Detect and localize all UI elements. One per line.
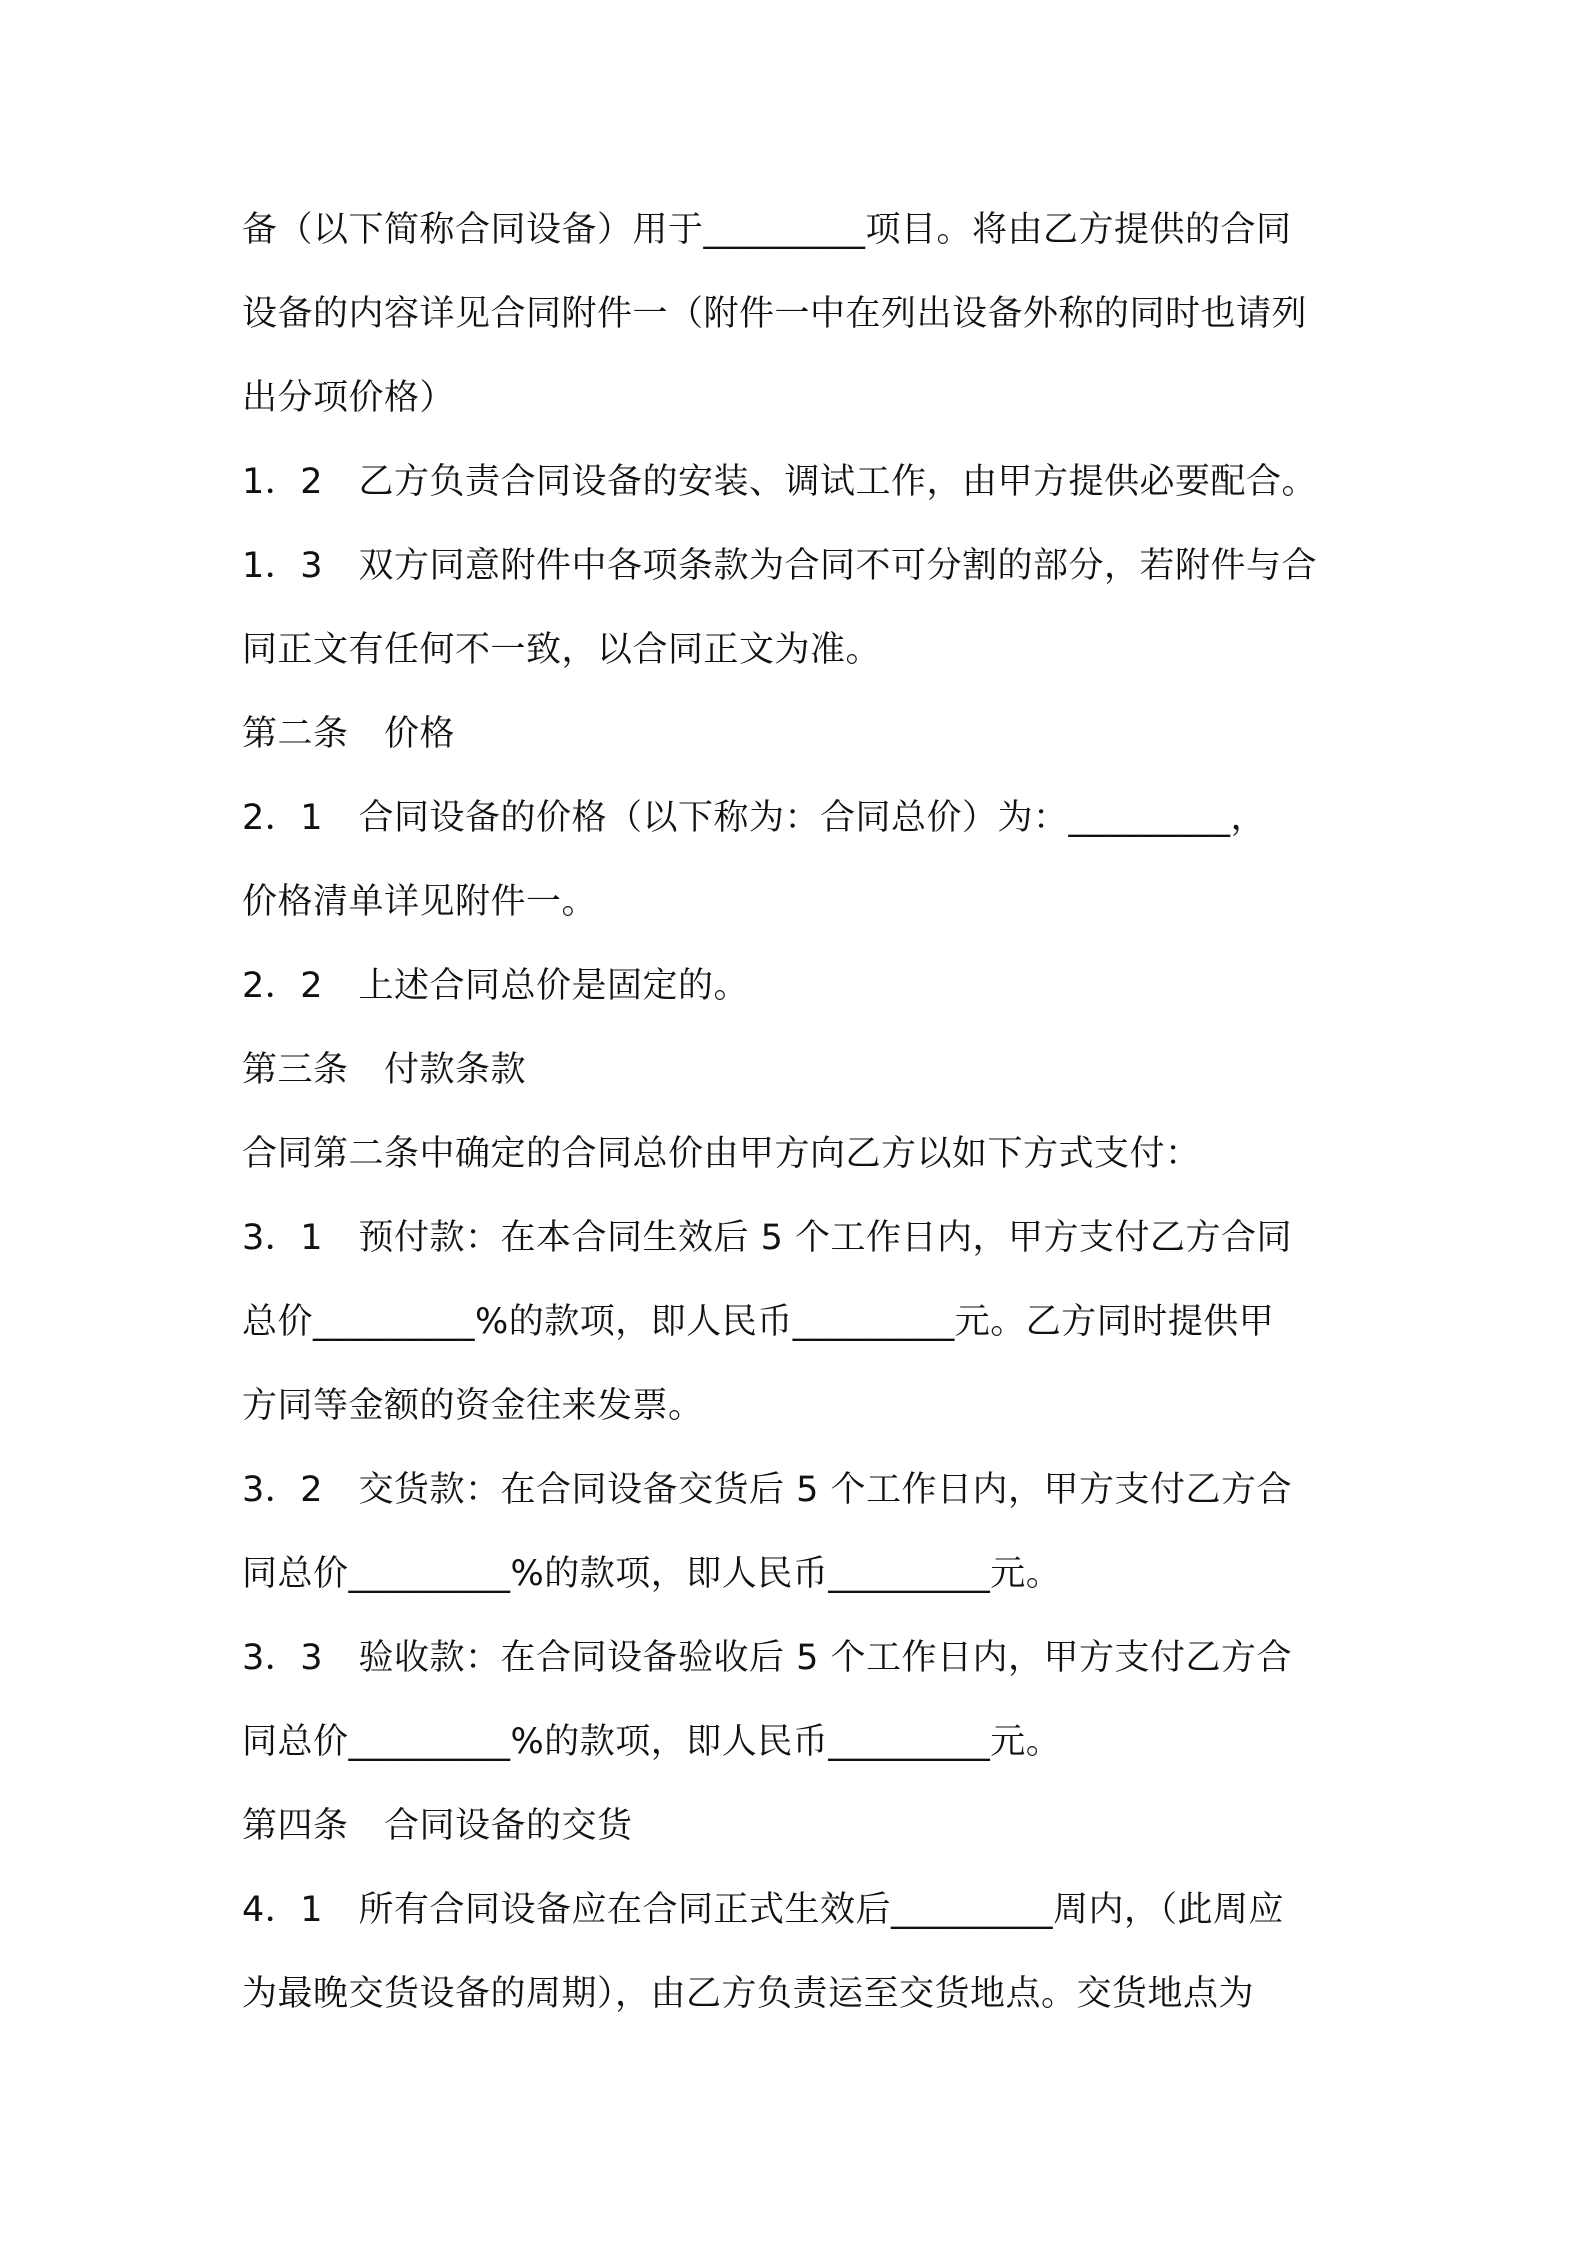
clause-1-3: 1．3 双方同意附件中各项条款为合同不可分割的部分，若附件与合 <box>242 546 1318 586</box>
article-2-heading: 第二条 价格 <box>242 714 456 754</box>
text-line: 同总价_________%的款项，即人民币_________元。 <box>242 1722 1062 1762</box>
text-line: 总价_________%的款项，即人民币_________元。乙方同时提供甲 <box>242 1302 1275 1342</box>
clause-3-1: 3．1 预付款：在本合同生效后 5 个工作日内，甲方支付乙方合同 <box>242 1218 1293 1258</box>
clause-2-2: 2．2 上述合同总价是固定的。 <box>242 966 750 1006</box>
clause-4-1: 4．1 所有合同设备应在合同正式生效后_________周内，（此周应 <box>242 1890 1285 1930</box>
text-line: 合同第二条中确定的合同总价由甲方向乙方以如下方式支付： <box>242 1134 1201 1174</box>
text-line: 设备的内容详见合同附件一（附件一中在列出设备外称的同时也请列 <box>242 294 1308 334</box>
article-3-heading: 第三条 付款条款 <box>242 1050 527 1090</box>
clause-2-1: 2．1 合同设备的价格（以下称为：合同总价）为：_________， <box>242 798 1267 838</box>
text-line: 为最晚交货设备的周期），由乙方负责运至交货地点。交货地点为 <box>242 1974 1255 2014</box>
text-line: 价格清单详见附件一。 <box>242 882 598 922</box>
text-line: 同总价_________%的款项，即人民币_________元。 <box>242 1554 1062 1594</box>
text-line: 备（以下简称合同设备）用于_________项目。将由乙方提供的合同 <box>242 210 1292 250</box>
article-4-heading: 第四条 合同设备的交货 <box>242 1806 633 1846</box>
clause-3-2: 3．2 交货款：在合同设备交货后 5 个工作日内，甲方支付乙方合 <box>242 1470 1293 1510</box>
text-line: 同正文有任何不一致，以合同正文为准。 <box>242 630 882 670</box>
clause-3-3: 3．3 验收款：在合同设备验收后 5 个工作日内，甲方支付乙方合 <box>242 1638 1293 1678</box>
clause-1-2: 1．2 乙方负责合同设备的安装、调试工作，由甲方提供必要配合。 <box>242 462 1318 502</box>
text-line: 方同等金额的资金往来发票。 <box>242 1386 704 1426</box>
text-line: 出分项价格） <box>242 378 456 418</box>
